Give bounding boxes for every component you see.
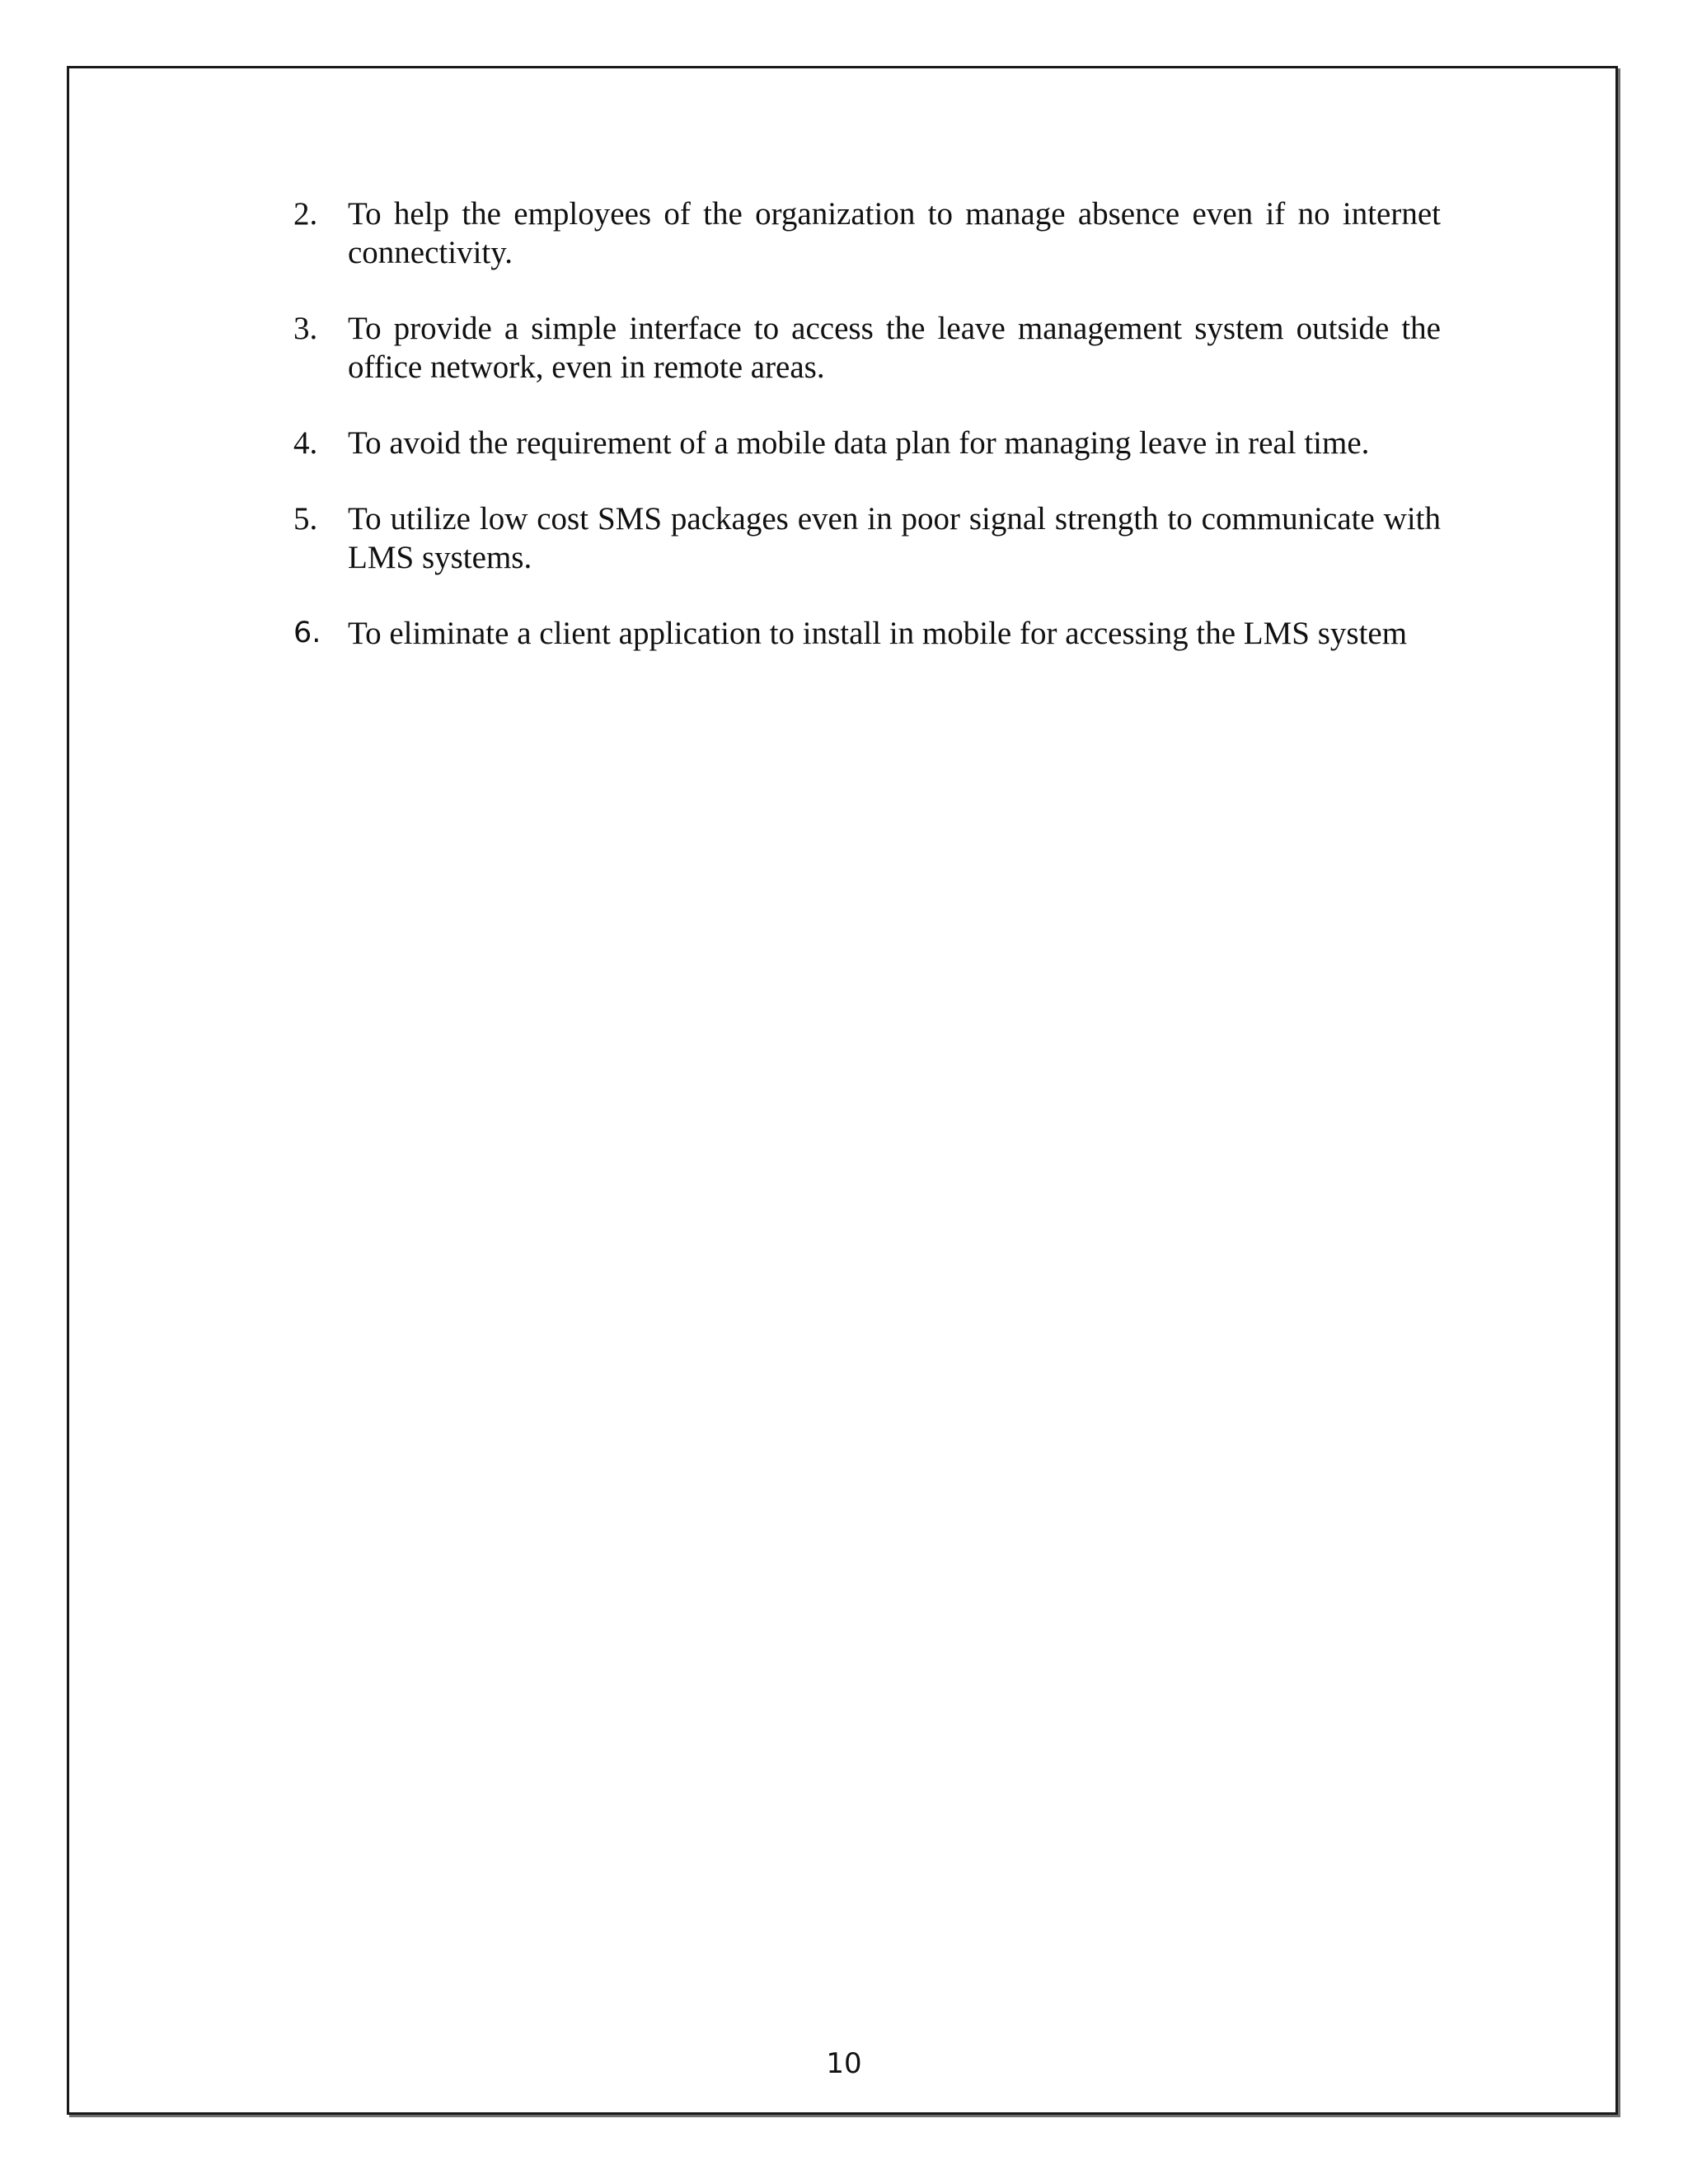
list-number: 3. — [293, 311, 318, 346]
objective-text: To eliminate a client application to install in mobile for accessing the LMS system — [348, 616, 1408, 651]
objective-item-4 — [293, 424, 1441, 462]
objective-item-6 — [293, 614, 1441, 653]
objectives-list — [293, 194, 1441, 690]
list-number: 4. — [293, 425, 318, 461]
objective-text: To help the employees of the organization to manage absence even if no internet connectivity. — [348, 196, 1441, 270]
list-number: 2. — [293, 196, 318, 232]
objective-text: To avoid the requirement of a mobile data plan for managing leave in real time. — [348, 425, 1370, 461]
objective-text: To provide a simple interface to access the leave management system outside the office network, even in remote areas. — [348, 311, 1441, 385]
list-number: 6. — [293, 616, 321, 649]
objective-item-2 — [293, 194, 1441, 272]
objective-text: To utilize low cost SMS packages even in poor signal strength to communicate with LMS systems. — [348, 501, 1441, 575]
page-number: 10 — [826, 2047, 862, 2080]
objective-item-3 — [293, 309, 1441, 387]
list-number: 5. — [293, 501, 318, 537]
objective-item-5 — [293, 499, 1441, 577]
